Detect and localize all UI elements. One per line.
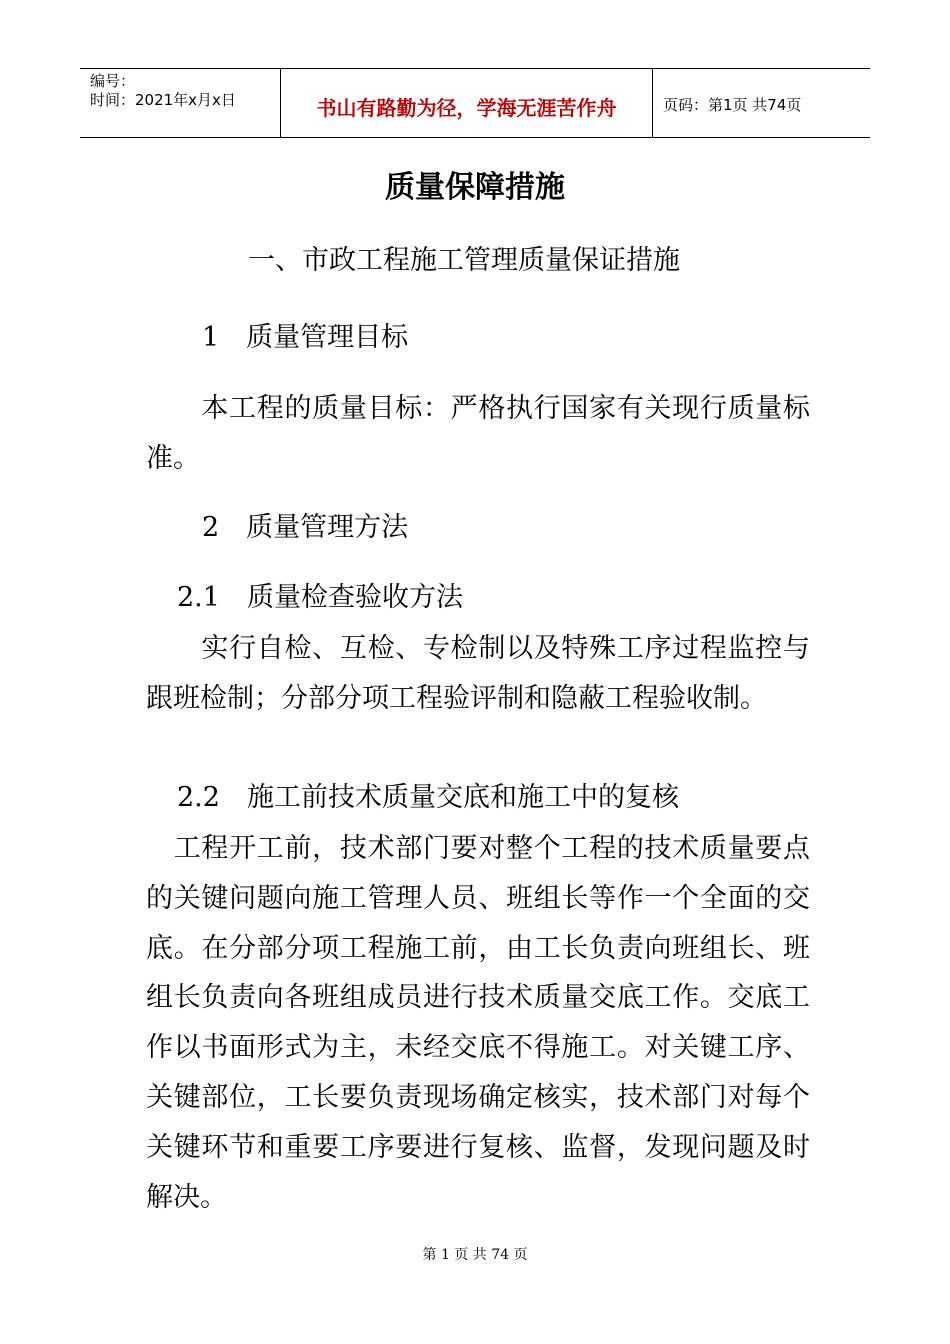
doc-number-label: 编号： xyxy=(90,72,136,90)
paragraph-technical-briefing: 工程开工前，技术部门要对整个工程的技术质量要点的关键问题向施工管理人员、班组长等作一个全面的交底。在分部分项工程施工前，由工长负责向班组长、班组长负责向各班组成员进行技术质量交底工作。交底工作以书面形式为主，未经交底不得施工。对关键工序、关键部位，工长要负责现场确定核实，技术部门对每个关键环节和重要工序要进行复核、监督，发现问题及时解决。 xyxy=(146,833,810,1213)
subsection-heading-2: 2 质量管理方法 xyxy=(202,512,409,543)
doc-date-label: 时间：2021年x月x日 xyxy=(90,91,236,109)
paragraph-quality-goal: 本工程的质量目标：严格执行国家有关现行质量标准。 xyxy=(146,393,810,474)
document-title: 质量保障措施 xyxy=(385,170,565,205)
header-info-cell xyxy=(80,69,281,137)
page-footer: 第 1 页 共 74 页 xyxy=(422,1247,528,1263)
section-heading-1: 一、市政工程施工管理质量保证措施 xyxy=(248,245,680,276)
header-motto: 书山有路勤为径，学海无涯苦作舟 xyxy=(281,69,653,137)
header-page-info: 页码：第1页 共74页 xyxy=(663,95,802,114)
subsection-heading-2-2: 2.2 施工前技术质量交底和施工中的复核 xyxy=(177,782,679,813)
subsection-heading-2-1: 2.1 质量检查验收方法 xyxy=(177,582,463,613)
page-header xyxy=(80,68,870,138)
paragraph-inspection-method: 实行自检、互检、专检制以及特殊工序过程监控与跟班检制；分部分项工程验评制和隐蔽工程验收制。 xyxy=(146,633,810,714)
subsection-heading-1: 1 质量管理目标 xyxy=(202,322,409,353)
